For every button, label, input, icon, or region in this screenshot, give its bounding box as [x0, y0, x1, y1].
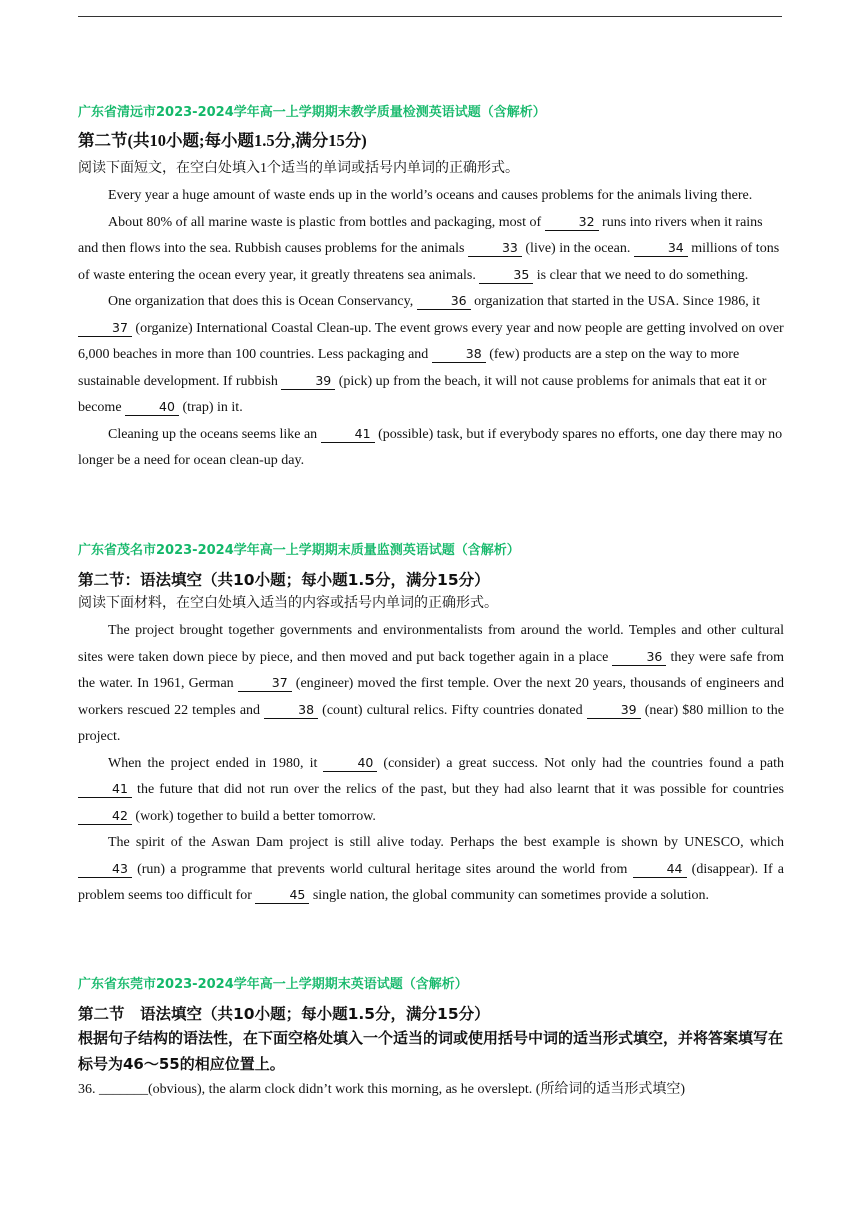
blank: 37 [78, 320, 132, 337]
section-heading: 第二节：语法填空（共10小题；每小题1.5分，满分15分） [78, 571, 490, 589]
paragraph: One organization that does this is Ocean Conservancy, 36 organization that started in the USA. Since 1986, it 37 (organize) International Coastal Clean-up. The event grows every year and now people are getting involved on over 6,000 beaches in more than 100 countries. Less packaging and 38 (few) products are a step on the way to more sustainable development. If rubbish 39 (pick) up from the beach, it will not cause problems for animals that eat it or become 40 (trap) in it. [78, 293, 784, 415]
blank: 43 [78, 861, 132, 878]
blank: 39 [281, 373, 335, 390]
section-dongguan [78, 976, 784, 1101]
blank: 36 [612, 649, 666, 666]
source-title: 广东省茂名市2023-2024学年高一上学期期末质量监测英语试题（含解析） [78, 543, 520, 558]
paragraph: The project brought together governments and environmentalists from around the world. Temples and other cultural sites were taken down piece by piece, and then moved and put back together again in a place 36 they were safe from the water. In 1961, German 37 (engineer) moved the first temple. Over the next 20 years, thousands of engineers and workers rescued 22 temples and 38 (count) cultural relics. Fifty countries donated 39 (near) $80 million to the project. [78, 623, 785, 744]
section-maoming [78, 542, 784, 910]
blank: 37 [238, 675, 292, 692]
paragraph: Cleaning up the oceans seems like an 41 (possible) task, but if everybody spares no efforts, one day there may no longer be a need for ocean clean-up day. [78, 425, 783, 468]
blank: 44 [633, 861, 687, 878]
blank: 39 [587, 702, 641, 719]
paragraph: About 80% of all marine waste is plastic from bottles and packaging, most of 32 runs into rivers when it rains and then flows into the sea. Rubbish causes problems for the animals 33 (live) in the ocean. 34 millions of tons of waste entering the ocean every year, it greatly threatens sea animals. 35 is clear that we need to do something. [78, 213, 780, 283]
instruction: 阅读下面材料，在空白处填入适当的内容或括号内单词的正确形式。 [78, 596, 498, 611]
source-title: 广东省清远市2023-2024学年高一上学期期末教学质量检测英语试题（含解析） [78, 105, 546, 120]
question-36: 36. _______(obvious), the alarm clock didn’t work this morning, as he overslept. (所给词的适当形式填空) [78, 1082, 686, 1097]
section-heading: 第二节(共10小题;每小题1.5分,满分15分) [78, 131, 367, 150]
source-title: 广东省东莞市2023-2024学年高一上学期期末英语试题（含解析） [78, 977, 468, 992]
blank: 45 [255, 887, 309, 904]
blank: 38 [432, 346, 486, 363]
instruction: 阅读下面短文，在空白处填入1个适当的单词或括号内单词的正确形式。 [78, 161, 519, 176]
blank: 41 [321, 426, 375, 443]
blank: 40 [125, 399, 179, 416]
instruction-bold: 根据句子结构的语法性，在下面空格处填入一个适当的词或使用括号中词的适当形式填空，并将答案填写在标号为46～55的相应位置上。 [78, 1029, 784, 1073]
blank: 33 [468, 240, 522, 257]
blank: 36 [417, 293, 471, 310]
paragraph: When the project ended in 1980, it 40 (consider) a great success. Not only had the countries found a path 41 the future that did not run over the relics of the past, but they had also learnt that it was possible for countries 42 (work) together to build a better tomorrow. [78, 751, 784, 831]
paragraph: The spirit of the Aswan Dam project is still alive today. Perhaps the best example is shown by UNESCO, which 43 (run) a programme that prevents world cultural heritage sites around the world from 44 (disappear). If a problem seems too difficult for 45 single nation, the global community can sometimes provide a solution. [78, 835, 784, 903]
header-rule [78, 16, 782, 17]
paragraph: Every year a huge amount of waste ends up in the world’s oceans and causes problems for the animals living there. [108, 188, 753, 203]
blank: 35 [479, 267, 533, 284]
blank: 41 [78, 781, 132, 798]
blank: 34 [634, 240, 688, 257]
section-heading: 第二节 语法填空（共10小题；每小题1.5分，满分15分） [78, 1005, 490, 1023]
blank: 32 [545, 214, 599, 231]
blank: 40 [323, 755, 377, 772]
blank: 42 [78, 808, 132, 825]
section-qingyuan [78, 104, 784, 475]
blank: 38 [264, 702, 318, 719]
